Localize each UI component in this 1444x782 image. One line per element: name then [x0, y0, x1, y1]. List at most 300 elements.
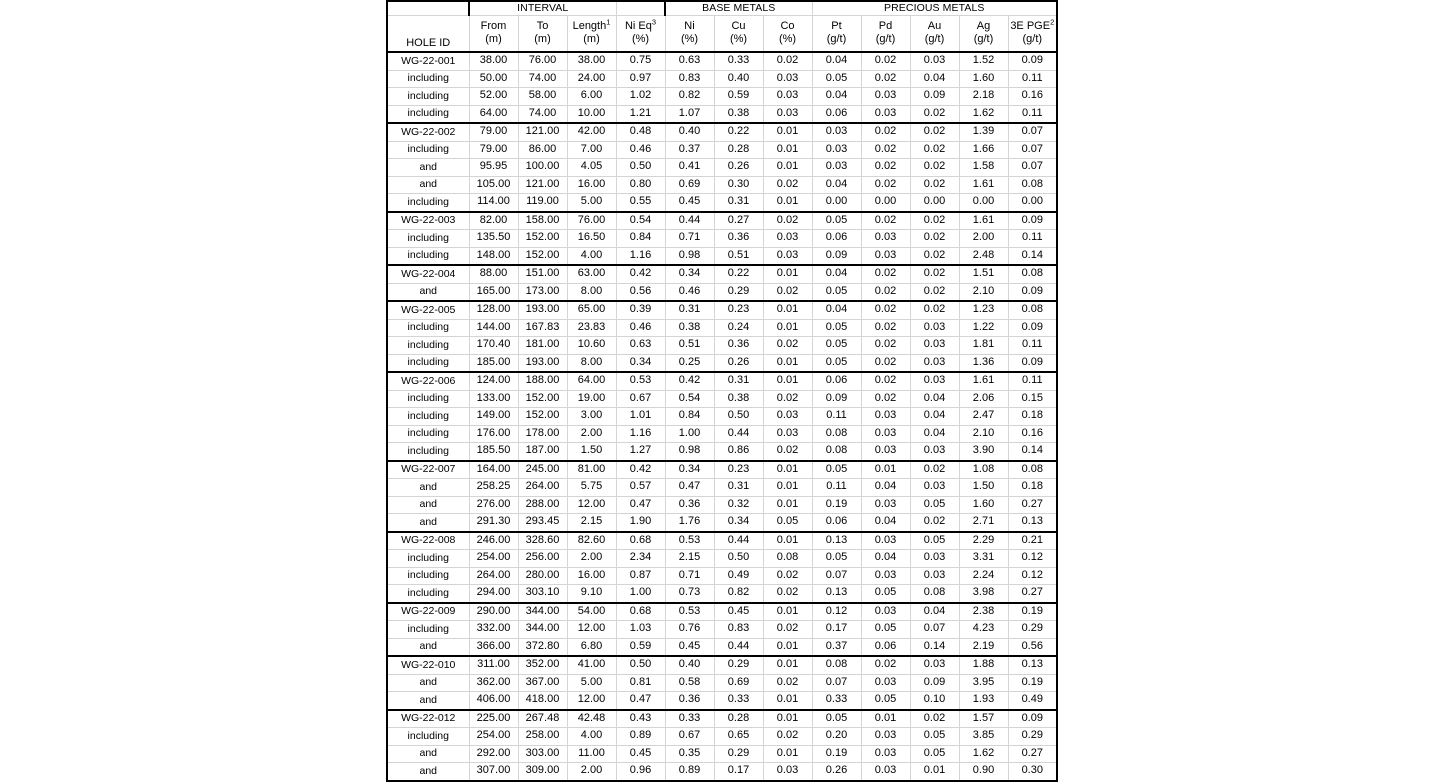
- cell-3e-pge: 0.18: [1008, 408, 1057, 426]
- cell-ag: 0.90: [959, 763, 1008, 781]
- cell-pt: 0.05: [812, 550, 861, 568]
- cell-interval-label: including: [387, 621, 469, 639]
- cell-pd: 0.06: [861, 638, 910, 656]
- cell-length: 4.05: [567, 159, 616, 177]
- cell-to: 100.00: [518, 159, 567, 177]
- cell-co: 0.02: [763, 212, 812, 230]
- cell-pt: 0.13: [812, 585, 861, 603]
- cell-au: 0.05: [910, 728, 959, 746]
- cell-from: 79.00: [469, 123, 518, 141]
- cell-from: 276.00: [469, 496, 518, 514]
- cell-pt: 0.03: [812, 159, 861, 177]
- col-header-length: [567, 16, 616, 35]
- cell-hole-id: WG-22-012: [387, 710, 469, 728]
- cell-ag: 1.08: [959, 461, 1008, 479]
- cell-cu: 0.49: [714, 567, 763, 585]
- cell-3e-pge: 0.08: [1008, 461, 1057, 479]
- cell-pt: 0.09: [812, 390, 861, 408]
- cell-ag: 3.98: [959, 585, 1008, 603]
- cell-cu: 0.83: [714, 621, 763, 639]
- cell-length: 19.00: [567, 390, 616, 408]
- cell-ag: 1.60: [959, 496, 1008, 514]
- cell-3e-pge: 0.13: [1008, 514, 1057, 532]
- cell-ag: 1.57: [959, 710, 1008, 728]
- table-header: [387, 1, 1057, 52]
- cell-cu: 0.31: [714, 479, 763, 497]
- cell-from: 291.30: [469, 514, 518, 532]
- cell-cu: 0.40: [714, 70, 763, 88]
- col-header-ag-label: Ag: [976, 20, 991, 33]
- cell-co: 0.01: [763, 141, 812, 159]
- cell-to: 86.00: [518, 141, 567, 159]
- group-header-row: [387, 1, 1057, 16]
- cell-from: 133.00: [469, 390, 518, 408]
- cell-3e-pge: 0.27: [1008, 585, 1057, 603]
- cell-pt: 0.03: [812, 123, 861, 141]
- cell-au: 0.07: [910, 621, 959, 639]
- cell-ni: 0.37: [665, 141, 714, 159]
- cell-au: 0.02: [910, 514, 959, 532]
- cell-ni: 0.41: [665, 159, 714, 177]
- cell-co: 0.03: [763, 763, 812, 781]
- cell-pd: 0.02: [861, 656, 910, 674]
- table-row: [387, 496, 1057, 514]
- cell-hole-id: WG-22-003: [387, 212, 469, 230]
- cell-cu: 0.29: [714, 656, 763, 674]
- cell-ni-eq: 0.53: [616, 372, 665, 390]
- cell-length: 2.15: [567, 514, 616, 532]
- cell-au: 0.04: [910, 425, 959, 443]
- cell-hole-id: WG-22-001: [387, 52, 469, 70]
- cell-ag: 1.23: [959, 301, 1008, 319]
- cell-ag: 1.62: [959, 745, 1008, 763]
- cell-pd: 0.02: [861, 301, 910, 319]
- table-row: [387, 52, 1057, 70]
- cell-3e-pge: 0.15: [1008, 390, 1057, 408]
- cell-length: 4.00: [567, 247, 616, 265]
- cell-cu: 0.59: [714, 88, 763, 106]
- cell-to: 280.00: [518, 567, 567, 585]
- table-row: [387, 603, 1057, 621]
- cell-ni: 0.40: [665, 123, 714, 141]
- cell-3e-pge: 0.19: [1008, 603, 1057, 621]
- cell-co: 0.01: [763, 496, 812, 514]
- cell-ag: 1.58: [959, 159, 1008, 177]
- cell-ni-eq: 0.80: [616, 176, 665, 194]
- cell-cu: 0.28: [714, 710, 763, 728]
- cell-hole-id: WG-22-004: [387, 265, 469, 283]
- cell-from: 88.00: [469, 265, 518, 283]
- cell-co: 0.02: [763, 176, 812, 194]
- cell-au: 0.05: [910, 496, 959, 514]
- cell-au: 0.03: [910, 319, 959, 337]
- cell-ni: 0.63: [665, 52, 714, 70]
- cell-to: 58.00: [518, 88, 567, 106]
- cell-length: 9.10: [567, 585, 616, 603]
- cell-3e-pge: 0.29: [1008, 621, 1057, 639]
- table-row: [387, 265, 1057, 283]
- cell-co: 0.02: [763, 283, 812, 301]
- cell-interval-label: including: [387, 585, 469, 603]
- cell-3e-pge: 0.09: [1008, 710, 1057, 728]
- cell-ni: 0.45: [665, 638, 714, 656]
- cell-from: 52.00: [469, 88, 518, 106]
- table-row: [387, 656, 1057, 674]
- cell-length: 5.00: [567, 194, 616, 212]
- cell-ni: 0.67: [665, 728, 714, 746]
- cell-ni-eq: 0.42: [616, 461, 665, 479]
- cell-pd: 0.02: [861, 354, 910, 372]
- cell-pd: 0.04: [861, 550, 910, 568]
- cell-to: 418.00: [518, 692, 567, 710]
- cell-cu: 0.38: [714, 105, 763, 123]
- cell-pt: 0.13: [812, 532, 861, 550]
- cell-pd: 0.03: [861, 230, 910, 248]
- table-row: [387, 532, 1057, 550]
- cell-interval-label: including: [387, 230, 469, 248]
- cell-cu: 0.29: [714, 745, 763, 763]
- cell-length: 1.50: [567, 443, 616, 461]
- table-row: [387, 247, 1057, 265]
- cell-interval-label: including: [387, 425, 469, 443]
- table-row: [387, 514, 1057, 532]
- cell-pt: 0.04: [812, 88, 861, 106]
- cell-ni-eq: 0.48: [616, 123, 665, 141]
- cell-co: 0.01: [763, 461, 812, 479]
- col-header-3e-pge: [1008, 16, 1057, 35]
- cell-au: 0.08: [910, 585, 959, 603]
- cell-length: 2.00: [567, 550, 616, 568]
- cell-ag: 1.50: [959, 479, 1008, 497]
- cell-ni: 0.44: [665, 212, 714, 230]
- cell-au: 0.09: [910, 88, 959, 106]
- cell-length: 23.83: [567, 319, 616, 337]
- cell-interval-label: including: [387, 70, 469, 88]
- group-header-base-metals: BASE METALS: [665, 1, 812, 16]
- cell-to: 372.80: [518, 638, 567, 656]
- table-row: [387, 550, 1057, 568]
- cell-from: 332.00: [469, 621, 518, 639]
- cell-ag: 3.90: [959, 443, 1008, 461]
- cell-pd: 0.03: [861, 247, 910, 265]
- cell-pt: 0.12: [812, 603, 861, 621]
- cell-ni-eq: 0.46: [616, 319, 665, 337]
- cell-ag: 1.36: [959, 354, 1008, 372]
- cell-to: 187.00: [518, 443, 567, 461]
- cell-to: 367.00: [518, 674, 567, 692]
- cell-ni: 0.46: [665, 283, 714, 301]
- cell-pd: 0.03: [861, 496, 910, 514]
- cell-ni: 0.71: [665, 230, 714, 248]
- table-row: [387, 621, 1057, 639]
- cell-length: 63.00: [567, 265, 616, 283]
- cell-from: 290.00: [469, 603, 518, 621]
- cell-to: 193.00: [518, 301, 567, 319]
- cell-pd: 0.02: [861, 176, 910, 194]
- cell-from: 148.00: [469, 247, 518, 265]
- cell-ni-eq: 0.87: [616, 567, 665, 585]
- cell-au: 0.01: [910, 763, 959, 781]
- cell-co: 0.03: [763, 88, 812, 106]
- cell-co: 0.01: [763, 301, 812, 319]
- cell-ni-eq: 0.47: [616, 496, 665, 514]
- cell-ni: 0.40: [665, 656, 714, 674]
- cell-hole-id: WG-22-005: [387, 301, 469, 319]
- cell-cu: 0.36: [714, 230, 763, 248]
- cell-to: 74.00: [518, 105, 567, 123]
- col-unit-pd: (g/t): [861, 34, 910, 52]
- cell-interval-label: including: [387, 408, 469, 426]
- cell-length: 16.00: [567, 176, 616, 194]
- table-row: [387, 301, 1057, 319]
- cell-3e-pge: 0.30: [1008, 763, 1057, 781]
- cell-ag: 2.24: [959, 567, 1008, 585]
- cell-length: 5.75: [567, 479, 616, 497]
- cell-pt: 0.04: [812, 52, 861, 70]
- cell-co: 0.02: [763, 337, 812, 355]
- cell-pd: 0.03: [861, 763, 910, 781]
- cell-to: 256.00: [518, 550, 567, 568]
- cell-from: 307.00: [469, 763, 518, 781]
- cell-pt: 0.07: [812, 674, 861, 692]
- table-row: [387, 425, 1057, 443]
- drill-results-table: [386, 0, 1058, 782]
- cell-pt: 0.05: [812, 710, 861, 728]
- cell-cu: 0.27: [714, 212, 763, 230]
- cell-ni: 0.98: [665, 247, 714, 265]
- cell-pd: 0.02: [861, 141, 910, 159]
- cell-pt: 0.04: [812, 176, 861, 194]
- col-header-ni-label: Ni: [684, 20, 695, 33]
- col-unit-co: (%): [763, 34, 812, 52]
- cell-au: 0.03: [910, 337, 959, 355]
- cell-ni-eq: 0.50: [616, 159, 665, 177]
- table-row: [387, 585, 1057, 603]
- cell-pd: 0.02: [861, 212, 910, 230]
- cell-ni-eq: 0.84: [616, 230, 665, 248]
- cell-pt: 0.20: [812, 728, 861, 746]
- table-row: [387, 70, 1057, 88]
- cell-to: 76.00: [518, 52, 567, 70]
- cell-to: 152.00: [518, 247, 567, 265]
- cell-to: 264.00: [518, 479, 567, 497]
- cell-length: 8.00: [567, 354, 616, 372]
- cell-pt: 0.05: [812, 70, 861, 88]
- cell-pt: 0.06: [812, 230, 861, 248]
- cell-co: 0.01: [763, 265, 812, 283]
- cell-co: 0.02: [763, 585, 812, 603]
- cell-length: 2.00: [567, 425, 616, 443]
- cell-pt: 0.19: [812, 745, 861, 763]
- cell-pt: 0.06: [812, 372, 861, 390]
- cell-from: 149.00: [469, 408, 518, 426]
- cell-ag: 1.88: [959, 656, 1008, 674]
- cell-pt: 0.11: [812, 408, 861, 426]
- cell-au: 0.02: [910, 159, 959, 177]
- cell-co: 0.03: [763, 425, 812, 443]
- cell-ni: 0.58: [665, 674, 714, 692]
- cell-length: 12.00: [567, 692, 616, 710]
- cell-from: 311.00: [469, 656, 518, 674]
- cell-length: 42.48: [567, 710, 616, 728]
- cell-3e-pge: 0.08: [1008, 265, 1057, 283]
- cell-length: 65.00: [567, 301, 616, 319]
- column-unit-row: [387, 34, 1057, 52]
- cell-3e-pge: 0.11: [1008, 230, 1057, 248]
- cell-cu: 0.29: [714, 283, 763, 301]
- cell-cu: 0.30: [714, 176, 763, 194]
- cell-length: 38.00: [567, 52, 616, 70]
- cell-length: 12.00: [567, 496, 616, 514]
- cell-cu: 0.69: [714, 674, 763, 692]
- group-header-spacer-nieq: [616, 1, 665, 16]
- cell-3e-pge: 0.49: [1008, 692, 1057, 710]
- cell-ag: 2.18: [959, 88, 1008, 106]
- cell-to: 121.00: [518, 176, 567, 194]
- cell-from: 264.00: [469, 567, 518, 585]
- cell-3e-pge: 0.09: [1008, 212, 1057, 230]
- col-header-co: [763, 16, 812, 35]
- col-header-pt-label: Pt: [831, 20, 842, 33]
- cell-co: 0.02: [763, 621, 812, 639]
- cell-pd: 0.03: [861, 88, 910, 106]
- cell-ni: 0.34: [665, 265, 714, 283]
- col-unit-pt: (g/t): [812, 34, 861, 52]
- table-row: [387, 763, 1057, 781]
- cell-pd: 0.03: [861, 532, 910, 550]
- cell-length: 64.00: [567, 372, 616, 390]
- table-row: [387, 372, 1057, 390]
- cell-ni-eq: 0.59: [616, 638, 665, 656]
- cell-pd: 0.03: [861, 567, 910, 585]
- cell-from: 406.00: [469, 692, 518, 710]
- cell-cu: 0.31: [714, 372, 763, 390]
- cell-from: 294.00: [469, 585, 518, 603]
- cell-3e-pge: 0.21: [1008, 532, 1057, 550]
- cell-co: 0.02: [763, 52, 812, 70]
- cell-au: 0.02: [910, 265, 959, 283]
- cell-pt: 0.26: [812, 763, 861, 781]
- cell-au: 0.02: [910, 176, 959, 194]
- cell-ni: 0.34: [665, 461, 714, 479]
- cell-to: 258.00: [518, 728, 567, 746]
- cell-cu: 0.22: [714, 123, 763, 141]
- cell-pd: 0.02: [861, 159, 910, 177]
- cell-ni-eq: 0.81: [616, 674, 665, 692]
- cell-pd: 0.05: [861, 692, 910, 710]
- cell-cu: 0.45: [714, 603, 763, 621]
- cell-ni: 0.83: [665, 70, 714, 88]
- cell-ni-eq: 0.55: [616, 194, 665, 212]
- cell-interval-label: and: [387, 479, 469, 497]
- col-header-cu-label: Cu: [731, 20, 746, 33]
- cell-ag: 3.85: [959, 728, 1008, 746]
- cell-to: 188.00: [518, 372, 567, 390]
- cell-au: 0.04: [910, 408, 959, 426]
- cell-ni-eq: 2.34: [616, 550, 665, 568]
- col-unit-cu: (%): [714, 34, 763, 52]
- cell-pd: 0.03: [861, 745, 910, 763]
- cell-pd: 0.03: [861, 674, 910, 692]
- col-unit-ni: (%): [665, 34, 714, 52]
- cell-ag: 1.39: [959, 123, 1008, 141]
- cell-to: 121.00: [518, 123, 567, 141]
- cell-ag: 2.06: [959, 390, 1008, 408]
- cell-ag: 1.22: [959, 319, 1008, 337]
- cell-to: 152.00: [518, 390, 567, 408]
- table-row: [387, 159, 1057, 177]
- cell-cu: 0.24: [714, 319, 763, 337]
- cell-ni-eq: 0.97: [616, 70, 665, 88]
- cell-length: 12.00: [567, 621, 616, 639]
- cell-from: 144.00: [469, 319, 518, 337]
- cell-au: 0.03: [910, 52, 959, 70]
- cell-length: 42.00: [567, 123, 616, 141]
- cell-au: 0.04: [910, 603, 959, 621]
- cell-ni-eq: 0.47: [616, 692, 665, 710]
- cell-co: 0.08: [763, 550, 812, 568]
- cell-to: 288.00: [518, 496, 567, 514]
- cell-pt: 0.08: [812, 425, 861, 443]
- cell-au: 0.14: [910, 638, 959, 656]
- cell-au: 0.02: [910, 301, 959, 319]
- cell-3e-pge: 0.11: [1008, 337, 1057, 355]
- cell-3e-pge: 0.09: [1008, 52, 1057, 70]
- cell-length: 6.00: [567, 88, 616, 106]
- cell-au: 0.03: [910, 567, 959, 585]
- col-header-ni: [665, 16, 714, 35]
- cell-pd: 0.05: [861, 621, 910, 639]
- cell-pt: 0.05: [812, 283, 861, 301]
- cell-from: 165.00: [469, 283, 518, 301]
- cell-to: 178.00: [518, 425, 567, 443]
- cell-3e-pge: 0.00: [1008, 194, 1057, 212]
- cell-interval-label: including: [387, 550, 469, 568]
- cell-ni-eq: 0.68: [616, 532, 665, 550]
- cell-from: 258.25: [469, 479, 518, 497]
- cell-cu: 0.50: [714, 408, 763, 426]
- cell-ni-eq: 0.56: [616, 283, 665, 301]
- col-header-ag: [959, 16, 1008, 35]
- cell-from: 79.00: [469, 141, 518, 159]
- cell-pt: 0.05: [812, 461, 861, 479]
- cell-to: 173.00: [518, 283, 567, 301]
- cell-ni-eq: 1.90: [616, 514, 665, 532]
- cell-pd: 0.03: [861, 408, 910, 426]
- col-header-co-label: Co: [780, 20, 795, 33]
- cell-interval-label: and: [387, 674, 469, 692]
- cell-hole-id: WG-22-010: [387, 656, 469, 674]
- cell-ni: 0.31: [665, 301, 714, 319]
- col-header-3e-pge-sup: 2: [1050, 17, 1055, 27]
- table-row: [387, 390, 1057, 408]
- cell-to: 151.00: [518, 265, 567, 283]
- cell-co: 0.01: [763, 372, 812, 390]
- cell-pd: 0.03: [861, 425, 910, 443]
- cell-to: 344.00: [518, 603, 567, 621]
- group-header-interval: INTERVAL: [469, 1, 616, 16]
- cell-cu: 0.38: [714, 390, 763, 408]
- cell-3e-pge: 0.16: [1008, 88, 1057, 106]
- cell-au: 0.02: [910, 710, 959, 728]
- cell-ag: 2.29: [959, 532, 1008, 550]
- cell-ag: 0.00: [959, 194, 1008, 212]
- cell-ni-eq: 1.01: [616, 408, 665, 426]
- cell-to: 328.60: [518, 532, 567, 550]
- cell-3e-pge: 0.56: [1008, 638, 1057, 656]
- col-unit-3e-pge: (g/t): [1008, 34, 1057, 52]
- cell-length: 41.00: [567, 656, 616, 674]
